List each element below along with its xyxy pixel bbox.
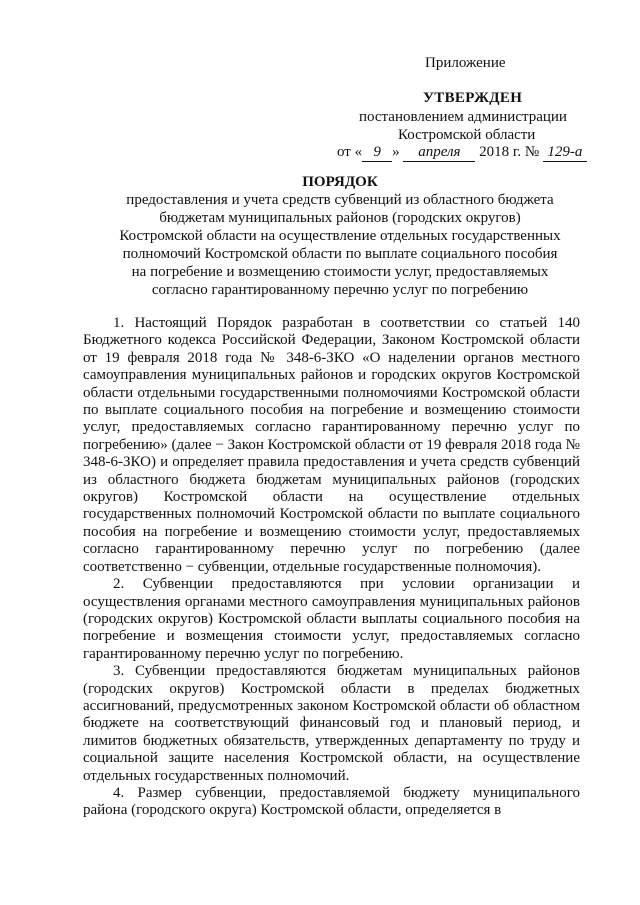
date-month: апреля	[403, 143, 475, 162]
paragraph-4: 4. Размер субвенции, предоставляемой бюджету муниципального района (городского округа) Костромской области, определяется в	[83, 784, 580, 819]
title-line: бюджетам муниципальных районов (городских округов)	[159, 210, 521, 226]
title-line: на погребение и возмещению стоимости услуг, предоставляемых	[131, 264, 549, 280]
decree-line-2: Костромской области	[398, 127, 536, 143]
approved-label: УТВЕРЖДЕН	[423, 90, 523, 106]
paragraph-3: 3. Субвенции предоставляются бюджетам муниципальных районов (городских округов) Костромской области в пределах бюджетных ассигнований, предусмотренных законом Костромской области об областном бюджете на соответствующий финансовый год и плановый период, и лимитов бюджетных обязательств, утвержденных департаменту по труду и социальной защите населения Костромской области, на осуществление отдельных государственных полномочий.	[83, 663, 580, 784]
paragraph-1: 1. Настоящий Порядок разработан в соответствии со статьей 140 Бюджетного кодекса Российской Федерации, Законом Костромской области от 19 февраля 2018 года № 348-6-ЗКО «О наделении органов местного самоуправления муниципальных районов и городских округов Костромской области отдельными государственными полномочиями Костромской области по выплате социального пособия на погребение и возмещению стоимости услуг, предоставляемых согласно гарантированному перечню услуг по погребению» (далее − Закон Костромской области от 19 февраля 2018 года № 348-6-ЗКО) и определяет правила предоставления и учета средств субвенций из областного бюджета бюджетам муниципальных районов (городских округов) Костромской области на осуществление отдельных государственных полномочий Костромской области по выплате социального пособия на погребение и возмещению стоимости услуг, предоставляемых согласно гарантированному перечню услуг по погребению (далее соответственно − субвенции, отдельные государственные полномочия).	[83, 315, 580, 575]
document-body	[83, 315, 580, 820]
date-prefix: от «	[337, 144, 363, 160]
title-line: Костромской области на осуществление отдельных государственных	[119, 228, 561, 244]
decree-number: 129-а	[543, 143, 587, 162]
date-year: 2018 г. №	[479, 144, 540, 160]
document-title	[60, 173, 620, 299]
title-heading: ПОРЯДОК	[302, 174, 378, 190]
date-day: 9	[362, 143, 392, 162]
title-line: предоставления и учета средств субвенций из областного бюджета	[126, 192, 554, 208]
paragraph-2: 2. Субвенции предоставляются при условии организации и осуществления органами местного самоуправления муниципальных районов (городских округов) Костромской области выплаты социального пособия на погребение и возмещения стоимости услуг, предоставляемых согласно гарантированному перечню услуг по погребению.	[83, 576, 580, 662]
title-line: согласно гарантированному перечню услуг по погребению	[151, 282, 529, 298]
decree-line-1: постановлением администрации	[359, 109, 567, 125]
date-mid: »	[392, 144, 400, 160]
appendix-label: Приложение	[425, 55, 506, 71]
title-line: полномочий Костромской области по выплате социального пособия	[122, 246, 558, 262]
decree-date-line	[337, 143, 587, 162]
